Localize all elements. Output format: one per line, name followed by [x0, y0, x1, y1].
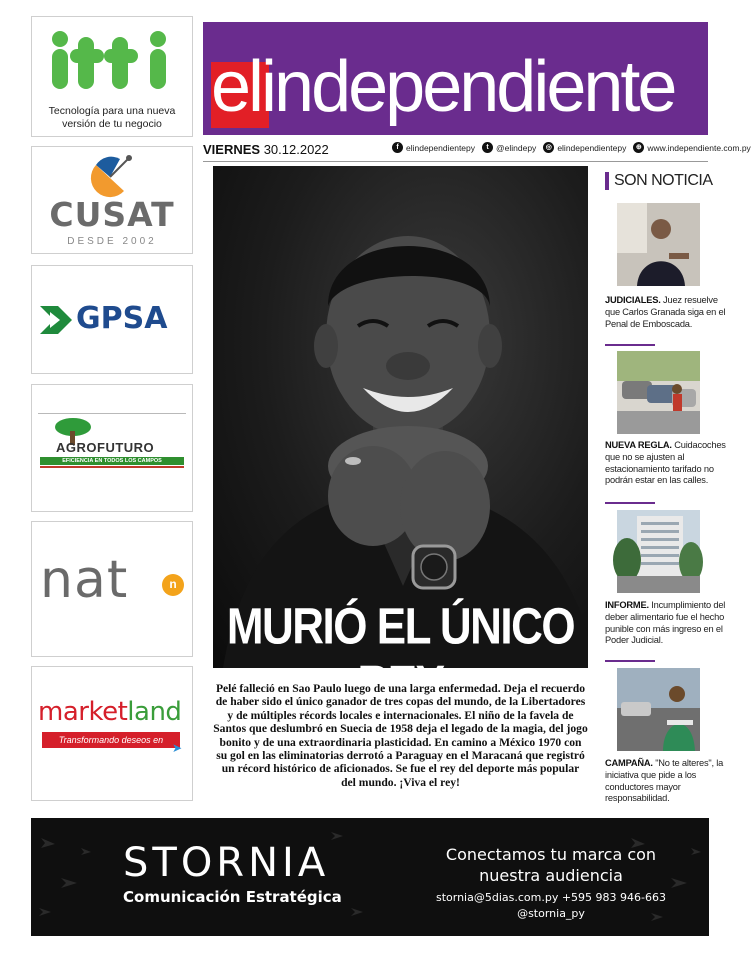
news-separator	[605, 502, 655, 504]
stornia-slogan: Conectamos tu marca con nuestra audiencia	[445, 845, 657, 885]
agrofuturo-tagline: EFICIENCIA EN TODOS LOS CAMPOS	[62, 458, 162, 464]
social-links	[392, 142, 751, 153]
news-item-informe[interactable]: INFORME. Incumplimiento del deber alimentario fue el hecho punible con más ingreso en el Poder Judicial.	[605, 600, 726, 646]
social-instagram[interactable]: ◎ elindependientepy	[543, 142, 626, 153]
son-noticia-accent	[605, 172, 609, 190]
main-photo[interactable]	[213, 166, 588, 713]
stornia-brand: STORNIA	[123, 840, 330, 886]
news-separator	[605, 660, 655, 662]
ad-cusat[interactable]	[31, 146, 193, 254]
web-icon: ⊕	[633, 142, 644, 153]
main-headline: MURIÓ EL ÚNICO REY	[226, 598, 575, 713]
photo-nueva-regla	[617, 351, 700, 434]
nat-name: nat	[40, 550, 129, 610]
ad-itti[interactable]	[31, 16, 193, 137]
news-item-judiciales[interactable]: JUDICIALES. Juez resuelve que Carlos Granada siga en el Penal de Emboscada.	[605, 295, 726, 329]
news-thumb-informe[interactable]	[617, 510, 700, 593]
photo-informe	[617, 510, 700, 593]
main-lede: Pelé falleció en Sao Paulo luego de una larga enfermedad. Deja el recuerdo de haber sido el único ganador de tres copas del mundo, de la Libertadores y de múltiples récords locales e internacionales. El niño de la favela de Santos que deslumbró en Suecia de 1958 deja el legado de la magia, del jogo bonito y de una extraordinaria plasticidad. En camino a México 1970 con su gol en las eliminatorias derrotó a Paraguay en el Maracaná que registró un récord histórico de aficionados. Se fue el rey del deporte más popular del mundo. ¡Viva el rey!	[213, 682, 588, 789]
social-web[interactable]: ⊕ www.independiente.com.py	[633, 142, 750, 153]
satellite-dish-icon	[90, 153, 136, 195]
news-item-nueva-regla[interactable]: NUEVA REGLA. Cuidacoches que no se ajusten al estacionamiento tarifado no podrán estar en las calles.	[605, 440, 726, 486]
ad-agrofuturo[interactable]	[31, 384, 193, 512]
gpsa-name: GPSA	[76, 301, 168, 336]
gpsa-arrow-icon	[40, 306, 76, 334]
nat-dot-icon: n	[162, 574, 184, 596]
instagram-icon: ◎	[543, 142, 554, 153]
news-item-campana[interactable]: CAMPAÑA. "No te alteres", la iniciativa que pide a los conductores mayor responsabilidad.	[605, 758, 724, 804]
cursor-icon: ➤	[172, 741, 183, 755]
ad-nat[interactable]	[31, 521, 193, 657]
photo-judiciales	[617, 203, 700, 286]
news-thumb-nueva-regla[interactable]	[617, 351, 700, 434]
masthead-title: elindependiente	[211, 47, 675, 127]
stornia-contact: stornia@5dias.com.py +595 983 946-663 @stornia_py	[435, 891, 667, 920]
header-rule	[203, 161, 708, 162]
itti-logo-icon	[50, 31, 176, 91]
social-facebook[interactable]: f elindependientepy	[392, 142, 475, 153]
masthead[interactable]	[203, 22, 708, 135]
stornia-subtitle: Comunicación Estratégica	[123, 888, 342, 906]
news-thumb-judiciales[interactable]	[617, 203, 700, 286]
news-separator	[605, 344, 655, 346]
cusat-since: DESDE 2002	[67, 236, 157, 247]
marketland-name: marketland	[38, 697, 182, 727]
stornia-banner[interactable]	[31, 818, 709, 936]
itti-tagline: Tecnología para una nueva versión de tu negocio	[48, 105, 176, 130]
ad-gpsa[interactable]	[31, 265, 193, 374]
cusat-name: CUSAT	[49, 195, 175, 234]
agro-stripe	[40, 466, 184, 468]
marketland-tagline: Transformando deseos en sonrisas	[42, 732, 180, 748]
portrait-illustration	[213, 166, 588, 668]
dateline: VIERNES 30.12.2022	[203, 142, 329, 157]
news-thumb-campana[interactable]	[617, 668, 700, 751]
agro-divider	[38, 413, 186, 414]
social-twitter[interactable]: t @elindepy	[482, 142, 536, 153]
ad-marketland[interactable]	[31, 666, 193, 801]
photo-campana	[617, 668, 700, 751]
twitter-icon: t	[482, 142, 493, 153]
son-noticia-title: SON NOTICIA	[614, 172, 713, 189]
agrofuturo-name: AGROFUTURO	[56, 440, 155, 455]
facebook-icon: f	[392, 142, 403, 153]
